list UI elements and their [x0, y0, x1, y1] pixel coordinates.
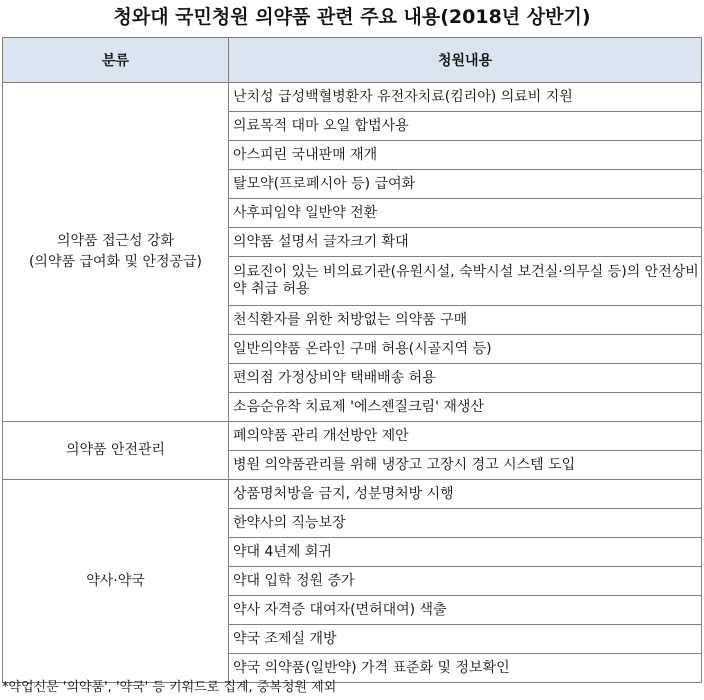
table-title: 청와대 국민청원 의약품 관련 주요 내용(2018년 상반기): [113, 6, 591, 28]
category-label: 의약품 접근성 강화: [56, 233, 175, 249]
petition-item: 편의점 가정상비약 택배배송 허용: [229, 364, 702, 393]
table-row: [3, 480, 702, 509]
category-label: 의약품 안전관리: [65, 442, 166, 458]
table-header-row: [3, 38, 702, 83]
petition-item: 약사 자격증 대여자(면허대여) 색출: [229, 596, 702, 625]
category-cell: [3, 83, 229, 422]
category-label: 약사·약국: [86, 572, 145, 589]
petition-item: 약국 조제실 개방: [229, 625, 702, 654]
petition-item: 탈모약(프로페시아 등) 급여화: [229, 170, 702, 199]
footnote: *약업신문 '의약품', '약국' 등 키워드로 집계, 중복청원 제외: [2, 680, 337, 695]
table-row: [3, 422, 702, 451]
petition-item: 의약품 설명서 글자크기 확대: [229, 228, 702, 257]
petition-item: 천식환자를 위한 처방없는 의약품 구매: [229, 306, 702, 335]
petition-item: 한약사의 직능보장: [229, 509, 702, 538]
category-header: 분류: [3, 38, 229, 83]
petition-item: 사후피임약 일반약 전환: [229, 199, 702, 228]
petition-item: 아스피린 국내판매 재개: [229, 141, 702, 170]
petition-item: 일반의약품 온라인 구매 허용(시골지역 등): [229, 335, 702, 364]
petition-item: 폐의약품 관리 개선방안 제안: [229, 422, 702, 451]
petition-item: 약대 4년제 회귀: [229, 538, 702, 567]
petition-table: [2, 37, 702, 683]
petition-item: 의료진이 있는 비의료기관(유원시설, 숙박시설 보건실·의무실 등)의 안전상비약 취급 허용: [229, 257, 702, 306]
category-cell: [3, 422, 229, 480]
table-row: [3, 83, 702, 112]
petition-item: 병원 의약품관리를 위해 냉장고 고장시 경고 시스템 도입: [229, 451, 702, 480]
category-sublabel: (의약품 급여화 및 안정공급): [28, 254, 203, 270]
category-cell: [3, 480, 229, 683]
petition-item: 난치성 급성백혈병환자 유전자치료(킴리아) 의료비 지원: [229, 83, 702, 112]
content-header: 청원내용: [229, 38, 702, 83]
petition-item: 약대 입학 정원 증가: [229, 567, 702, 596]
petition-item: 상품명처방을 금지, 성분명처방 시행: [229, 480, 702, 509]
petition-item: 약국 의약품(일반약) 가격 표준화 및 정보확인: [229, 654, 702, 683]
petition-item: 소음순유착 치료제 '에스젠질크림' 재생산: [229, 393, 702, 422]
petition-item: 의료목적 대마 오일 합법사용: [229, 112, 702, 141]
